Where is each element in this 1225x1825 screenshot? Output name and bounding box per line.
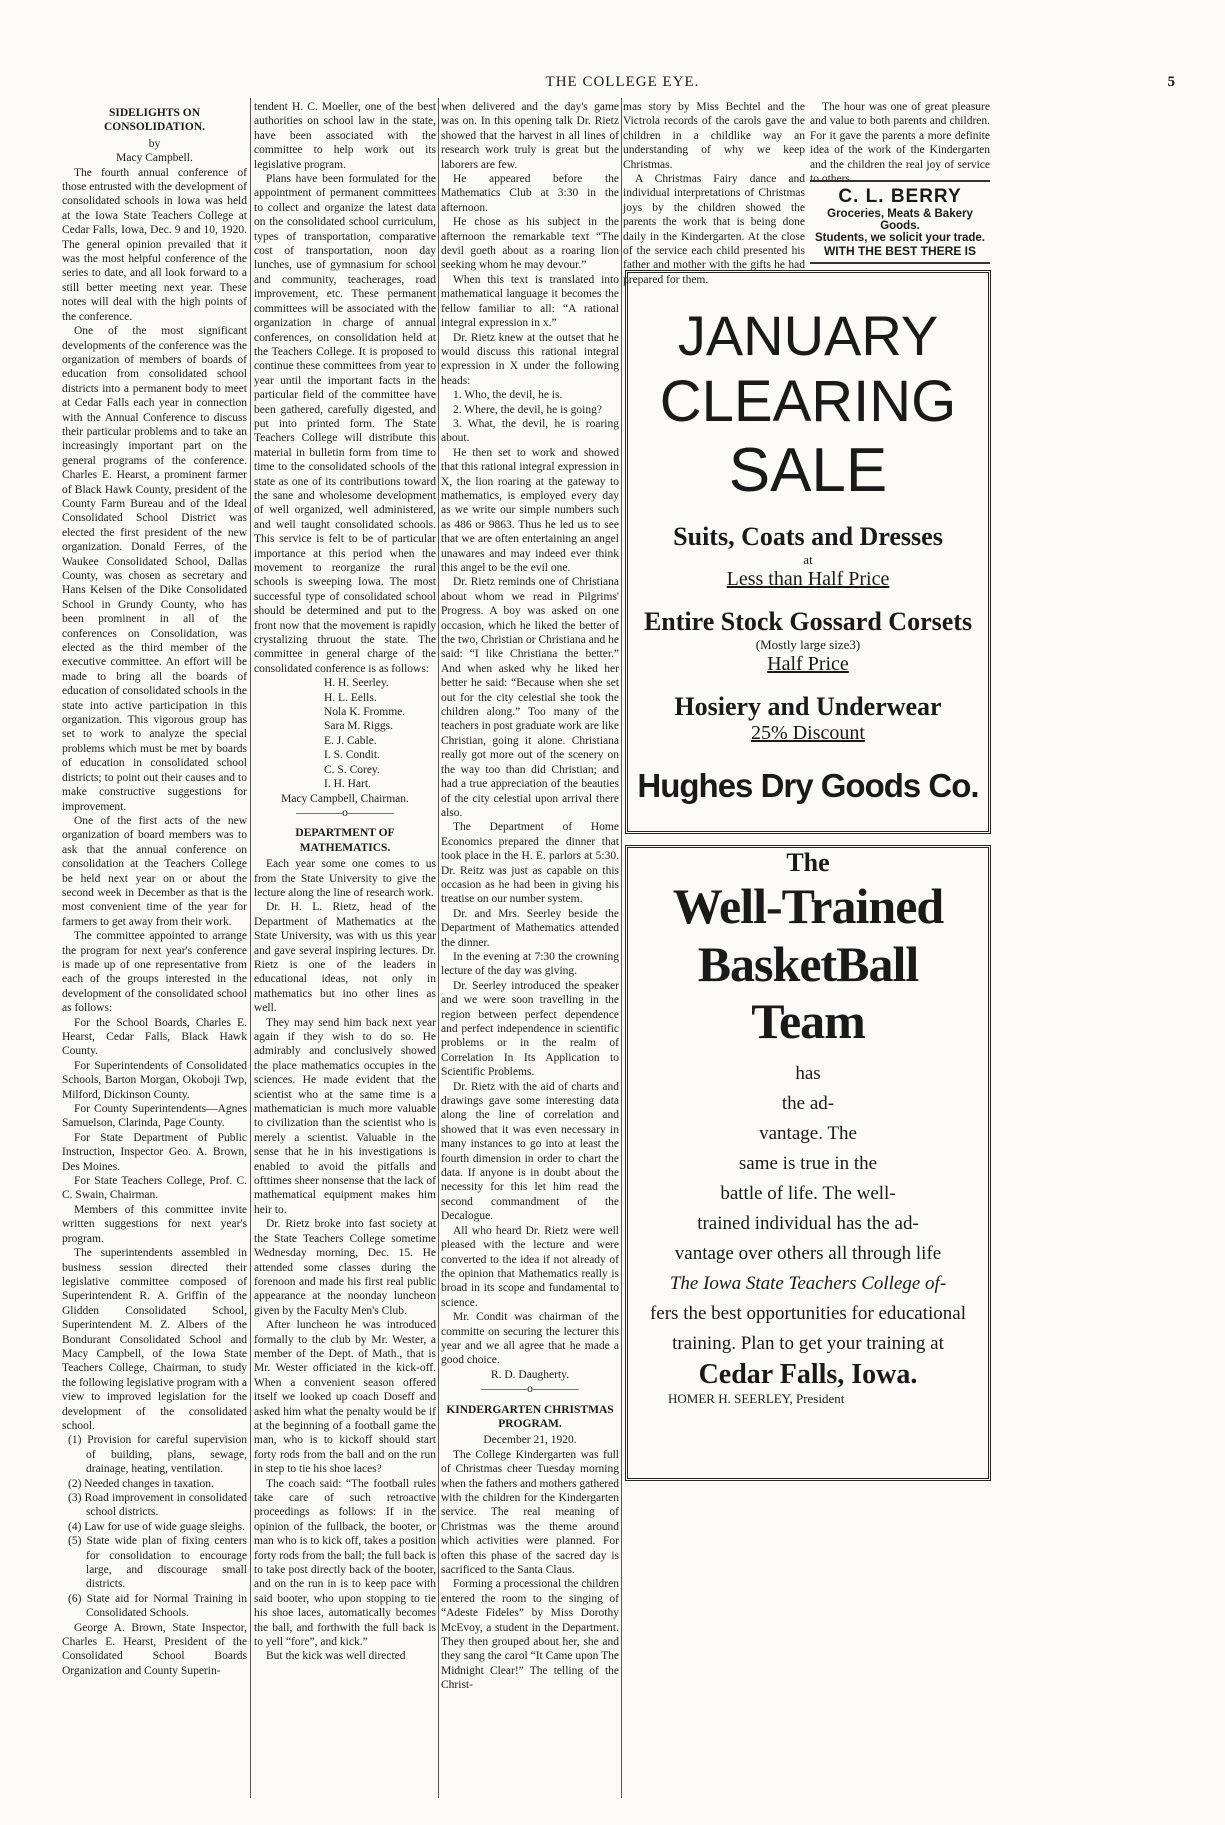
paragraph: The superintendents assembled in business session directed their legislative committee composed of Superintendent R. A. Griffin of the Glidden Consolidated School, Superintendent M. Z. Albers of the Bondurant Consolidated School and Macy Campbell, of the Iowa State Teachers College, Chairman, to study the following legislative program with a view to improved legislation for the development of the consolidated school.	[62, 1247, 247, 1432]
ad-headline-basketball: BasketBall	[697, 935, 919, 992]
paragraph: In the evening at 7:30 the crowning lecture of the day was giving.	[441, 950, 619, 978]
paragraph: George A. Brown, State Inspector, Charles E. Hearst, President of the Consolidated School Boards Organization and County Superin-	[62, 1621, 247, 1677]
paragraph: For Superintendents of Consolidated Schools, Barton Morgan, Okoboji Twp, Milford, Dickinson County.	[62, 1059, 247, 1101]
ad-store-name: Hughes Dry Goods Co.	[637, 767, 979, 804]
legislative-list	[62, 1433, 247, 1620]
paragraph: Dr. Rietz knew at the outset that he would discuss this rational integral expression in X under the following heads:	[441, 331, 619, 387]
paragraph: Dr. H. L. Rietz, head of the Department of Mathematics at the State University, was with us this year and gave several inspiring lectures. Dr. Rietz is one of the leaders in educational ideas, not only in mathematics but ino other lines as well.	[254, 901, 436, 1015]
ad-body-line: The Iowa State Teachers College of-	[669, 1272, 947, 1294]
ad-at: at	[803, 552, 813, 567]
ad-headline-sale: SALE	[728, 436, 888, 505]
paragraph: One of the most significant developments of the conference was the organization of members of boards of education from consolidated school districts into a permanent body to meet at Cedar Falls each year in connection with the Annual Conference to discuss their particular problems and to take an increasingly important part on the general programs of the conference. Charles E. Hearst, a prominent farmer of Black Hawk County, president of the County Farm Bureau and of the Ideal Consolidated School District was elected the first president of the new organization. Donald Ferres, of the Waukee Consolidated School, Dallas County, was chosen as secretary and Hans Kelsen of the Dike Consolidated School in Grundy County, who has been prominent in all of the conferences on Consolidation, was elected as the third member of the executive committee. An effort will be made to bring all the boards of education of consolidated schools in the state into active participation in this organization. This vigorous group has set to work to analyze the special problems which must be met by boards of education in consolidated school districts; to point out their causes and to make constructive suggestions for improvement.	[62, 325, 247, 813]
ad-suits-line: Suits, Coats and Dresses	[673, 522, 943, 551]
paragraph: Dr. and Mrs. Seerley beside the Department of Mathematics attended the dinner.	[441, 907, 619, 949]
paragraph: A Christmas Fairy dance and individual interpretations of Christmas joys by the children showed the parents the work that is being done daily in the Kindergarten. At the close of the service each child presented his father and mother with the gifts he had prepared for them.	[623, 173, 805, 286]
paragraph: He appeared before the Mathematics Club at 3:30 in the afternoon.	[441, 173, 619, 214]
paragraph: when delivered and the day's game was on. In this opening talk Dr. Rietz showed that the harvest in all lines of research work truly is great but the laborers are few.	[441, 101, 619, 171]
column-3	[441, 100, 619, 1693]
paragraph: For State Department of Public Instruction, Inspector Geo. A. Brown, Des Moines.	[62, 1131, 247, 1173]
ad-corsets-line: Entire Stock Gossard Corsets	[643, 607, 973, 636]
list-item: (2) Needed changes in taxation.	[68, 1477, 214, 1490]
ad-body-line: fers the best opportunities for educational	[649, 1302, 967, 1324]
ad-the: The	[786, 848, 830, 877]
paragraph: The Department of Home Economics prepared the dinner that took place in the H. E. parlors at 5:30. Dr. Reitz was just as capable on this occasion as he had been in giving his treatise on our number system.	[441, 821, 619, 906]
ad-headline-team: Team	[751, 993, 865, 1049]
list-item: (1) Provision for careful supervision of building, plans, sewage, drainage, heating, ventilation.	[68, 1434, 247, 1476]
paragraph: The fourth annual conference of those entrusted with the development of consolidated schools in Iowa was held at the Iowa State Teachers College at Cedar Falls, Iowa, Dec. 9 and 10, 1920. The general opinion prevailed that it was the most helpful conference of the series to date, and all look forward to a still better meeting next year. These notes will deal with the high points of the conference.	[62, 166, 247, 323]
ad-hosiery-line: Hosiery and Underwear	[674, 692, 942, 721]
berry-name: C. L. BERRY	[810, 180, 990, 208]
section-separator	[254, 806, 436, 820]
ad-body-line: training. Plan to get your training at	[672, 1332, 944, 1354]
ad-body-line: vantage. The	[759, 1122, 857, 1144]
paragraph: The hour was one of great pleasure and value to both parents and children. For it gave the parents a more definite idea of the work of the Kindergarten and the children the real joy of service to others.	[810, 101, 990, 186]
ad-corsets-note: (Mostly large size3)	[755, 637, 861, 652]
committee-member: Nola K. Fromme.	[324, 706, 406, 719]
ad-body-line: vantage over others all through life	[674, 1242, 942, 1264]
paragraph: Dr. Rietz broke into fast society at the State Teachers College sometime Wednesday morning, Dec. 15. He attended some classes during the forenoon and made his first real public appearance at the noonday luncheon given by the Faculty Men's Club.	[254, 1218, 436, 1317]
column-rule	[621, 98, 622, 1798]
list-item: 3. What, the devil, he is roaring about.	[441, 417, 619, 445]
list-item: (3) Road improvement in consolidated school districts.	[68, 1492, 247, 1519]
ad-headline-january: JANUARY	[677, 304, 939, 367]
paragraph: Mr. Condit was chairman of the committe on securing the lecturer this year and we all agree that he made a good choice.	[441, 1311, 619, 1367]
ad-body-line: battle of life. The well-	[720, 1182, 896, 1204]
berry-solicit: Students, we solicit your trade.	[815, 232, 985, 244]
article-headline: DEPARTMENT OF MATHEMATICS.	[295, 827, 395, 854]
byline-by: by	[148, 137, 161, 150]
paragraph: For County Superintendents—Agnes Samuelson, Clarinda, Page County.	[62, 1103, 247, 1130]
committee-member: C. S. Corey.	[324, 763, 380, 776]
newspaper-title: THE COLLEGE EYE.	[545, 74, 700, 90]
paragraph: One of the first acts of the new organization of board members was to ask that the annual conference on consolidation at the Teachers College be held next year on or about the second week in December as that is the most convenient time of the year for farmers to get away from their work.	[62, 814, 247, 928]
paragraph: tendent H. C. Moeller, one of the best authorities on school law in the state, have been associated with the committee to help work out its legislative program.	[254, 101, 436, 171]
paragraph: When this text is translated into mathematical language it becomes the fellow familiar to all: “A rational integral expression in x.”	[441, 273, 619, 330]
page-number: 5	[1167, 74, 1175, 90]
ad-headline-well-trained: Well-Trained	[672, 878, 944, 934]
article-headline: KINDERGARTEN CHRISTMAS PROGRAM.	[446, 1403, 614, 1430]
paragraph: After luncheon he was introduced formally to the club by Mr. Wester, a member of the Dept. of Math., that is Mr. Wester officiated in the kick-off. When a convenient season offered itself we looked up coach Doseff and asked him what the penalty would be if at the beginning of a football game the man, who is to kickoff should start forty rods from the ball and on the run in step to tie his shoe laces?	[254, 1319, 436, 1476]
paragraph: Dr. Rietz reminds one of Christiana about whom we read in Pilgrims' Progress. A boy was asked on one occasion, which he liked the better of the two, Christian or Christiana and he said: “I like Christiana the better.” And when asked why he liked her better he said: “Because when she set out for the city celestial she took the children along.” Too many of the teachers in post graduate work are like Christian, going it alone. Christiana really got more out of the scenery on the way too than did Christian; and had a true appreciation of the beauties of the city celestial upon arrival there also.	[441, 576, 619, 819]
ad-body-line: same is true in the	[738, 1152, 878, 1174]
ad-body-line: the ad-	[781, 1092, 835, 1114]
paragraph: All who heard Dr. Rietz were well pleased with the lecture and were converted to the idea if not already of the opinion that Mathematics really is broad in its scope and fundamental to science.	[441, 1224, 619, 1309]
paragraph: Dr. Rietz with the aid of charts and drawings gave some interesting data along the line of correlation and showed that it was even necessary in many instances to go into at least the fourth dimension in order to chart the data. If anyone is in doubt about the necessity for this let him read the second commandment of the Decalogue.	[441, 1080, 619, 1223]
ad-half-price: Less than Half Price	[726, 568, 890, 590]
paragraph: mas story by Miss Bechtel and the Victrola records of the carols gave the children in a childlike way an understanding of why we keep Christmas.	[623, 101, 805, 171]
paragraph: For State Teachers College, Prof. C. C. Swain, Chairman.	[62, 1175, 247, 1202]
list-item: 2. Where, the devil, he is going?	[453, 403, 602, 416]
paragraph: Plans have been formulated for the appointment of permanent committees to collect and organize the latest data on the consolidated school curriculum, types of transportation, comparative cost of transportation, noon day lunches, use of gymnasium for school and community, teacherages, road improvement, etc. These permanent committees will be associated with the organization in charge of annual conferences, on consolidation held at the Teachers College. It is proposed to continue these committees from year to year until the important facts in the particular field of the committee have been gathered, carefully digested, and put into printed form. The State Teachers College will distribute this material in bulletin form from time to time to the consolidated schools of the state as one of its contributions toward the sane and wholesome development of well organized, well administered, and well taught consolidated schools. This service is felt to be of particular importance at this period when the movement to reorganize the rural schools is sweeping Iowa. The most successful type of consolidated school should be determined and put to the front now that the movement is rapidly crystalizing thruout the state. The committee in general charge of the consolidated conference is as follows:	[254, 173, 436, 675]
column-5	[810, 100, 990, 186]
committee-member: H. H. Seerley.	[324, 677, 389, 690]
ad-city: Cedar Falls, Iowa.	[698, 1358, 918, 1390]
article-headline: SIDELIGHTS ON CONSOLIDATION.	[103, 107, 206, 134]
list-item: (4) Law for use of wide guage sleighs.	[68, 1520, 245, 1533]
masthead	[60, 74, 1185, 94]
paragraph: But the kick was well directed	[266, 1650, 406, 1663]
ad-discount: 25% Discount	[751, 722, 865, 744]
committee-member: I. S. Condit.	[324, 749, 380, 762]
committee-member: I. H. Hart.	[324, 778, 371, 791]
committee-list	[254, 676, 436, 791]
ad-body	[628, 1059, 988, 1359]
ad-corsets-price: Half Price	[767, 653, 849, 675]
berry-motto: WITH THE BEST THERE IS	[810, 244, 990, 264]
committee-member: E. J. Cable.	[324, 734, 377, 747]
paragraph: The coach said: “The football rules take care of such retroactive proceedings as follows: If in the opinion of the fullback, the booter, or man who is to kick off, takes a position forty rods from the ball; the full back is to take post directly back of the booter, and on the run in is to keep pace with said booter, who upon stopping to tie his shoe laces, automatically becomes the ball, and forthwith the full back is to yell “fore”, and kick.”	[254, 1477, 436, 1649]
berry-advertisement	[810, 180, 990, 264]
paragraph: The College Kindergarten was full of Christmas cheer Tuesday morning when the fathers and mothers gathered with the children for the Kindergarten service. The real meaning of Christmas was the theme around which activities were planned. For often this phase of the sacred day is sacrificed to the Santa Claus.	[441, 1448, 619, 1577]
article-date: December 21, 1920.	[483, 1434, 577, 1447]
paragraph: They may send him back next year again if they wish to do so. He admirably and conclusively showed the place mathematics occupies in the sciences. He made evident that the scientist who at the same time is a mathematician is much more valuable to civilization than the scientist who is merely a scientist. Valuable in the sense that he in his investigations is enabled to avoid the pitfalls and ofttimes sheer nonsense that the lack of mathematical equipment makes him heir to.	[254, 1016, 436, 1216]
clearing-sale-advertisement	[625, 270, 991, 834]
paragraph: Forming a processional the children entered the room to the singing of “Adeste Fideles” by Miss Dorothy McEvoy, a student in the Department. They then grouped about her, she and they sang the carol “It Came upon The Midnight Clear!” The telling of the Christ-	[441, 1578, 619, 1692]
committee-member: H. L. Eells.	[324, 691, 377, 704]
paragraph: For the School Boards, Charles E. Hearst, Cedar Falls, Black Hawk County.	[62, 1016, 247, 1058]
berry-goods: Groceries, Meats & Bakery Goods.	[827, 208, 973, 232]
college-advertisement	[625, 845, 991, 1481]
list-item: 1. Who, the devil, he is.	[453, 389, 563, 402]
committee-member: Sara M. Riggs.	[324, 720, 393, 733]
byline-author: Macy Campbell.	[116, 152, 193, 165]
paragraph: Dr. Seerley introduced the speaker and we were soon travelling in the region between perfect dependence and perfect independence in scientific problems or in the realm of Correlation In Its Application to Scientific Problems.	[441, 979, 619, 1079]
column-rule	[250, 98, 251, 1798]
ad-body-line: has	[795, 1062, 821, 1084]
column-rule	[438, 98, 439, 1798]
signature: R. D. Daugherty.	[490, 1368, 570, 1381]
paragraph: Each year some one comes to us from the State University to give the lecture along the line of research work.	[254, 858, 436, 899]
paragraph: He then set to work and showed that this rational integral expression in X, the lion roaring at the gateway to mathematics, is employed every day as we write our simple numbers such as 486 or 9863. Thus he led us to see that we are often entertaining an angel unawares and may indeed ever think this angel to be the evil one.	[441, 446, 619, 574]
ad-signature: HOMER H. SEERLEY, President	[668, 1390, 845, 1406]
column-4	[623, 100, 805, 287]
paragraph: The committee appointed to arrange the program for next year's conference is made up of one representative from each of the groups interested in the development of the consolidated school as follows:	[62, 930, 247, 1015]
committee-chairman: Macy Campbell, Chairman.	[281, 792, 409, 805]
ad-body-line: trained individual has the ad-	[697, 1212, 919, 1234]
list-item: (5) State wide plan of fixing centers for consolidation to encourage large, and discourage small districts.	[68, 1535, 247, 1591]
column-2	[254, 100, 436, 1664]
column-1	[62, 100, 247, 1678]
ad-headline-clearing: CLEARING	[659, 369, 957, 434]
section-separator	[441, 1382, 619, 1396]
paragraph: Members of this committee invite written suggestions for next year's program.	[62, 1203, 247, 1245]
paragraph: He chose as his subject in the afternoon the remarkable text “The devil goeth about as a roaring lion seeking whom he may devour.”	[441, 216, 619, 272]
list-item: (6) State aid for Normal Training in Consolidated Schools.	[68, 1592, 247, 1620]
